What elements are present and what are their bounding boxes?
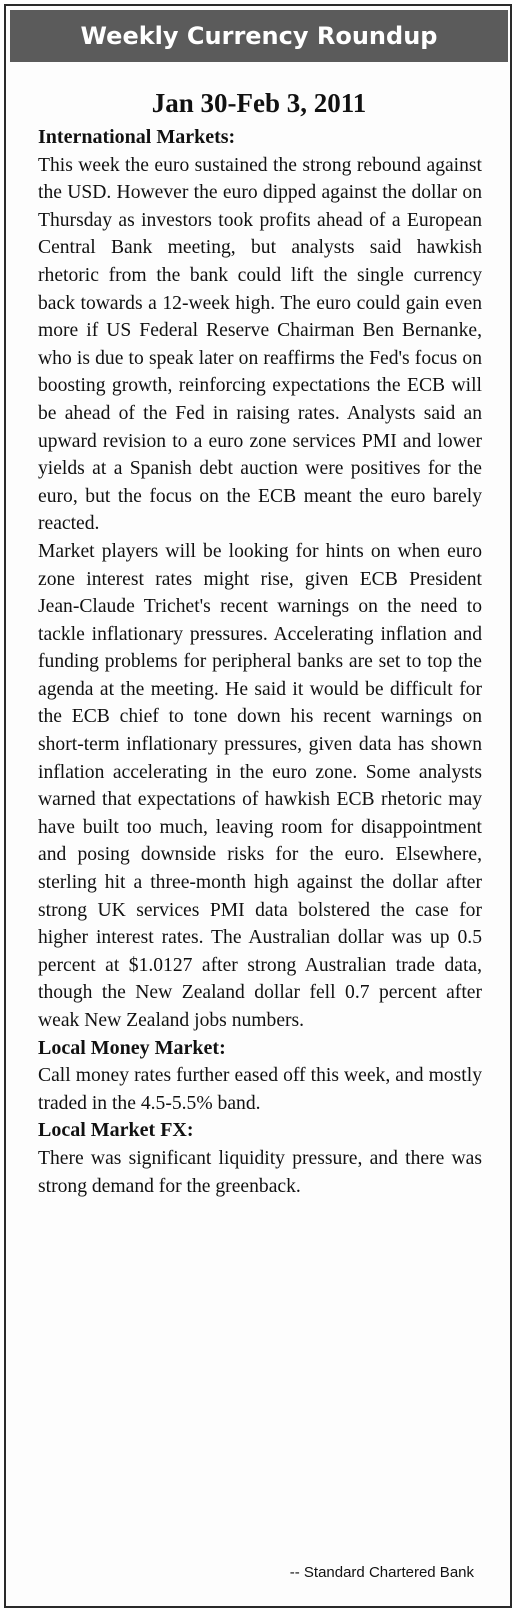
source-attribution: -- Standard Chartered Bank bbox=[289, 1564, 474, 1581]
section-heading-market-fx: Local Market FX: bbox=[38, 1119, 194, 1142]
date-range: Jan 30-Feb 3, 2011 bbox=[151, 88, 367, 118]
article-body bbox=[38, 124, 482, 1200]
paragraph-money-market: Call money rates further eased off this week, and mostly traded in the 4.5-5.5% band. bbox=[38, 1065, 482, 1114]
section-heading-international: International Markets: bbox=[38, 126, 236, 148]
paragraph-international-1: This week the euro sustained the strong rebound against the USD. However the euro dipped against the dollar on Thursday as investors took profits ahead of a European Central Bank meeting, but analysts said hawkish rhetoric from the bank could lift the single currency back towards a 12-week high. The euro could gain even more if US Federal Reserve Chairman Ben Bernanke, who is due to speak later on reaffirms the Fed's focus on boosting growth, reinforcing expectations the ECB will be ahead of the Fed in raising rates. Analysts said an upward revision to a euro zone services PMI and lower yields at a Spanish debt auction were positives for the euro, but the focus on the ECB meant the euro barely reacted. bbox=[38, 154, 482, 535]
panel-title: Weekly Currency Roundup bbox=[10, 10, 508, 62]
section-heading-money-market: Local Money Market: bbox=[38, 1036, 226, 1059]
paragraph-international-2: Market players will be looking for hints on when euro zone interest rates might rise, given ECB President Jean-Claude Trichet's recent warnings on the need to tackle inflationary pressures. Accelerating inflation and funding problems for peripheral banks are set to top the agenda at the meeting. He said it would be difficult for the ECB chief to tone down his recent warnings on short-term inflationary pressures, given data has shown inflation accelerating in the euro zone. Some analysts warned that expectations of hawkish ECB rhetoric may have built too much, leaving room for disappointment and posing downside risks for the euro. Elsewhere, sterling hit a three-month high against the dollar after strong UK services PMI data bolstered the case for higher interest rates. The Australian dollar was up 0.5 percent at $1.0127 after strong Australian trade data, though the New Zealand dollar fell 0.7 percent after weak New Zealand jobs numbers. bbox=[38, 540, 482, 1031]
paragraph-market-fx: There was significant liquidity pressure, and there was strong demand for the greenback. bbox=[38, 1147, 482, 1197]
